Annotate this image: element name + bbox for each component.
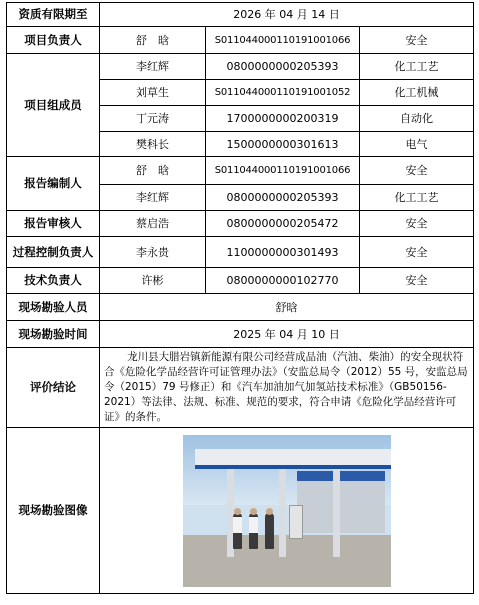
photo-building-band: [297, 471, 385, 481]
process-control-role: 安全: [360, 237, 474, 268]
member-role: 化工工艺: [360, 54, 474, 80]
compiler-name: 舒 晗: [100, 157, 206, 185]
member-name: 丁元涛: [100, 106, 206, 132]
assessment-info-table: [6, 2, 474, 594]
survey-time-value: 2025 年 04 月 10 日: [100, 321, 474, 348]
tech-lead-role: 安全: [360, 268, 474, 294]
survey-staff-value: 舒晗: [100, 294, 474, 321]
member-name: 刘草生: [100, 80, 206, 106]
valid-period-label: 资质有限期至: [7, 3, 100, 27]
reviewer-id: 0800000000205472: [206, 211, 360, 237]
members-label: 项目组成员: [7, 54, 100, 157]
member-id: 0800000000205393: [206, 54, 360, 80]
photo-ground: [183, 535, 391, 587]
photo-pillar: [279, 469, 286, 557]
conclusion-text: 龙川县大腊岩镇新能源有限公司经营成品油（汽油、柴油）的安全现状符合《危险化学品经营许可证管理办法》（安监总局令（2012）55 号，安监总局令（2015）79 号修正）和《汽车加油加气加氢站技术标准》（GB50156-2021）等法律、法规、标准、规范的要求，符合申请《危险化学品经营许可证》的条件。: [100, 348, 474, 428]
member-role: 化工机械: [360, 80, 474, 106]
survey-time-label: 现场勘验时间: [7, 321, 100, 348]
compiler-role: 化工工艺: [360, 185, 474, 211]
photo-person-head: [234, 508, 241, 515]
member-role: 自动化: [360, 106, 474, 132]
valid-period-value: 2026 年 04 月 14 日: [100, 3, 474, 27]
member-name: 李红辉: [100, 54, 206, 80]
photo-person-shirt: [265, 517, 274, 533]
reviewer-label: 报告审核人: [7, 211, 100, 237]
reviewer-role: 安全: [360, 211, 474, 237]
leader-label: 项目负责人: [7, 27, 100, 54]
member-name: 樊科长: [100, 132, 206, 157]
survey-image-label: 现场勘验图像: [7, 428, 100, 594]
compiler-name: 李红辉: [100, 185, 206, 211]
member-role: 电气: [360, 132, 474, 157]
tech-lead-label: 技术负责人: [7, 268, 100, 294]
compiler-id: 0800000000205393: [206, 185, 360, 211]
reviewer-name: 蔡启浩: [100, 211, 206, 237]
photo-person-head: [250, 508, 257, 515]
survey-image-cell: [100, 428, 474, 594]
photo-person-shirt: [249, 517, 258, 533]
leader-role: 安全: [360, 27, 474, 54]
compiler-role: 安全: [360, 157, 474, 185]
tech-lead-id: 0800000000102770: [206, 268, 360, 294]
conclusion-label: 评价结论: [7, 348, 100, 428]
leader-id: S011044000110191001066: [206, 27, 360, 54]
member-id: 1500000000301613: [206, 132, 360, 157]
survey-staff-label: 现场勘验人员: [7, 294, 100, 321]
photo-person-shirt: [233, 517, 242, 533]
photo-pillar: [333, 469, 340, 557]
leader-name: 舒 晗: [100, 27, 206, 54]
member-id: S011044000110191001052: [206, 80, 360, 106]
tech-lead-name: 许彬: [100, 268, 206, 294]
compiler-label: 报告编制人: [7, 157, 100, 211]
photo-canopy: [195, 449, 391, 469]
process-control-name: 李永贵: [100, 237, 206, 268]
gas-station-photo: [183, 435, 391, 587]
process-control-id: 1100000000301493: [206, 237, 360, 268]
member-id: 1700000000200319: [206, 106, 360, 132]
process-control-label: 过程控制负责人: [7, 237, 100, 268]
compiler-id: S011044000110191001066: [206, 157, 360, 185]
photo-person-head: [266, 508, 273, 515]
photo-fuel-pump: [289, 505, 303, 539]
